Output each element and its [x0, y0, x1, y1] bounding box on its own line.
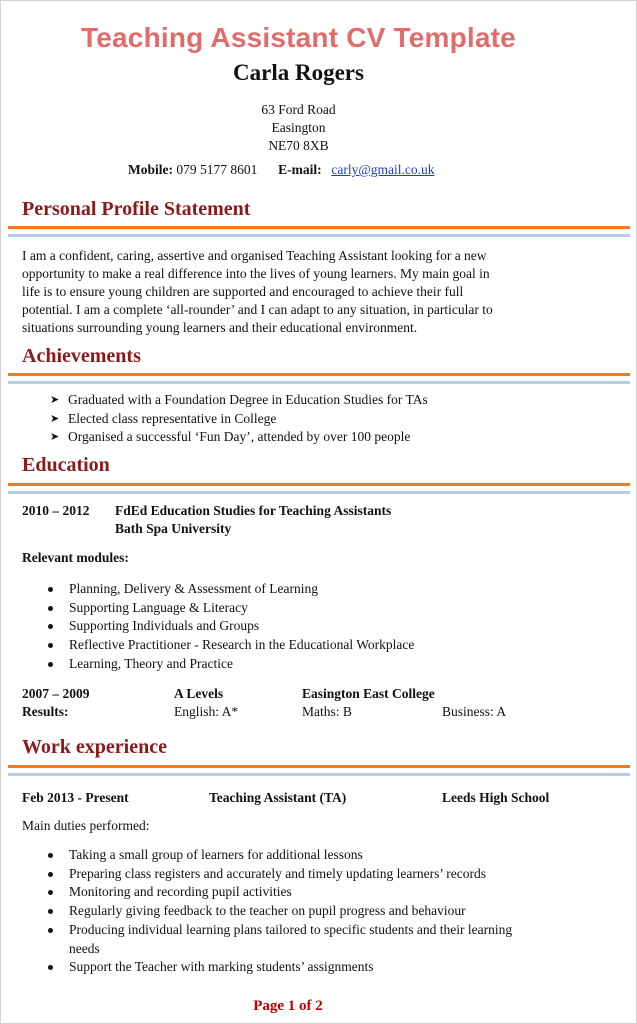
- section-title-work: Work experience: [22, 736, 167, 758]
- list-item: ➤ Graduated with a Foundation Degree in Education Studies for TAs: [50, 391, 428, 410]
- list-item: Regularly giving feedback to the teacher on pupil progress and behaviour: [48, 902, 548, 921]
- arrow-bullet-icon: ➤: [50, 412, 60, 425]
- bullet-icon: [48, 587, 53, 592]
- duties-list: [48, 846, 548, 977]
- duties-label: Main duties performed:: [22, 818, 150, 833]
- email-label: E-mail:: [278, 162, 322, 177]
- modules-label: Relevant modules:: [22, 550, 129, 565]
- degree-years: 2010 – 2012: [22, 503, 90, 518]
- section-rule-blue: [8, 491, 630, 494]
- profile-statement: [22, 247, 582, 337]
- section-title-education: Education: [22, 454, 110, 476]
- list-item: Planning, Delivery & Assessment of Learning: [48, 580, 588, 599]
- section-rule-blue: [8, 234, 630, 237]
- bullet-icon: [48, 624, 53, 629]
- profile-line: situations surrounding young learners and their educational environment.: [22, 320, 418, 335]
- email-link[interactable]: carly@gmail.co.uk: [331, 162, 435, 177]
- bullet-icon: [48, 928, 53, 933]
- profile-line: potential. I am a complete ‘all-rounder’ and I can adapt to any situation, in particular to: [22, 302, 493, 317]
- section-rule-orange: [8, 373, 630, 376]
- profile-line: opportunity to make a real difference into the lives of young learners. My main goal in: [22, 266, 490, 281]
- address-line-street: 63 Ford Road: [261, 102, 336, 117]
- profile-line: life is to ensure young children are supported and encouraged to achieve their full: [22, 284, 464, 299]
- section-rule-blue: [8, 381, 630, 384]
- alevels-qualification: A Levels: [174, 686, 224, 701]
- degree-institution: Bath Spa University: [115, 521, 232, 536]
- achievements-list: [50, 391, 428, 447]
- list-item: Supporting Language & Literacy: [48, 599, 588, 618]
- section-title-achievements: Achievements: [22, 345, 141, 367]
- bullet-icon: [48, 606, 53, 611]
- job-employer: Leeds High School: [442, 790, 550, 805]
- list-item: Preparing class registers and accurately and timely updating learners’ records: [48, 865, 548, 884]
- bullet-icon: [48, 909, 53, 914]
- mobile-value: 079 5177 8601: [176, 162, 258, 177]
- section-rule-orange: [8, 765, 630, 768]
- candidate-name: Carla Rogers: [233, 60, 364, 85]
- arrow-bullet-icon: ➤: [50, 431, 60, 443]
- section-rule-orange: [8, 226, 630, 229]
- bullet-icon: [48, 872, 53, 877]
- job-period: Feb 2013 - Present: [22, 790, 129, 805]
- modules-list: [48, 580, 588, 674]
- bullet-icon: [48, 890, 53, 895]
- list-item: ➤ Elected class representative in College: [50, 410, 428, 429]
- list-item: ➤ Organised a successful ‘Fun Day’, attended by over 100 people: [50, 428, 428, 447]
- section-title-profile: Personal Profile Statement: [22, 198, 251, 220]
- list-item: Support the Teacher with marking students’ assignments: [48, 958, 548, 977]
- bullet-icon: [48, 662, 53, 667]
- bullet-icon: [48, 853, 53, 858]
- job-role: Teaching Assistant (TA): [209, 790, 347, 805]
- mobile-label: Mobile:: [128, 162, 173, 177]
- address-line-town: Easington: [271, 120, 326, 135]
- page-number: Page 1 of 2: [253, 998, 323, 1014]
- result-english: English: A*: [174, 704, 239, 719]
- profile-line: I am a confident, caring, assertive and organised Teaching Assistant looking for a new: [22, 248, 487, 263]
- section-rule-blue: [8, 773, 630, 776]
- contact-line: [128, 162, 435, 178]
- degree-course: FdEd Education Studies for Teaching Assistants: [115, 503, 392, 518]
- bullet-icon: [48, 965, 53, 970]
- section-rule-orange: [8, 483, 630, 486]
- list-item: Supporting Individuals and Groups: [48, 617, 588, 636]
- alevels-years: 2007 – 2009: [22, 686, 90, 701]
- document-title: Teaching Assistant CV Template: [81, 22, 516, 53]
- result-maths: Maths: B: [302, 704, 352, 719]
- alevels-school: Easington East College: [302, 686, 435, 701]
- bullet-icon: [48, 643, 53, 648]
- result-business: Business: A: [442, 704, 507, 719]
- results-label: Results:: [22, 704, 69, 719]
- list-item: Learning, Theory and Practice: [48, 655, 588, 674]
- list-item: Reflective Practitioner - Research in the Educational Workplace: [48, 636, 588, 655]
- list-item: Taking a small group of learners for additional lessons: [48, 846, 548, 865]
- address-line-postcode: NE70 8XB: [268, 138, 329, 153]
- arrow-bullet-icon: ➤: [50, 394, 60, 406]
- list-item: Producing individual learning plans tailored to specific students and their learning needs: [48, 921, 518, 958]
- list-item: Monitoring and recording pupil activities: [48, 883, 548, 902]
